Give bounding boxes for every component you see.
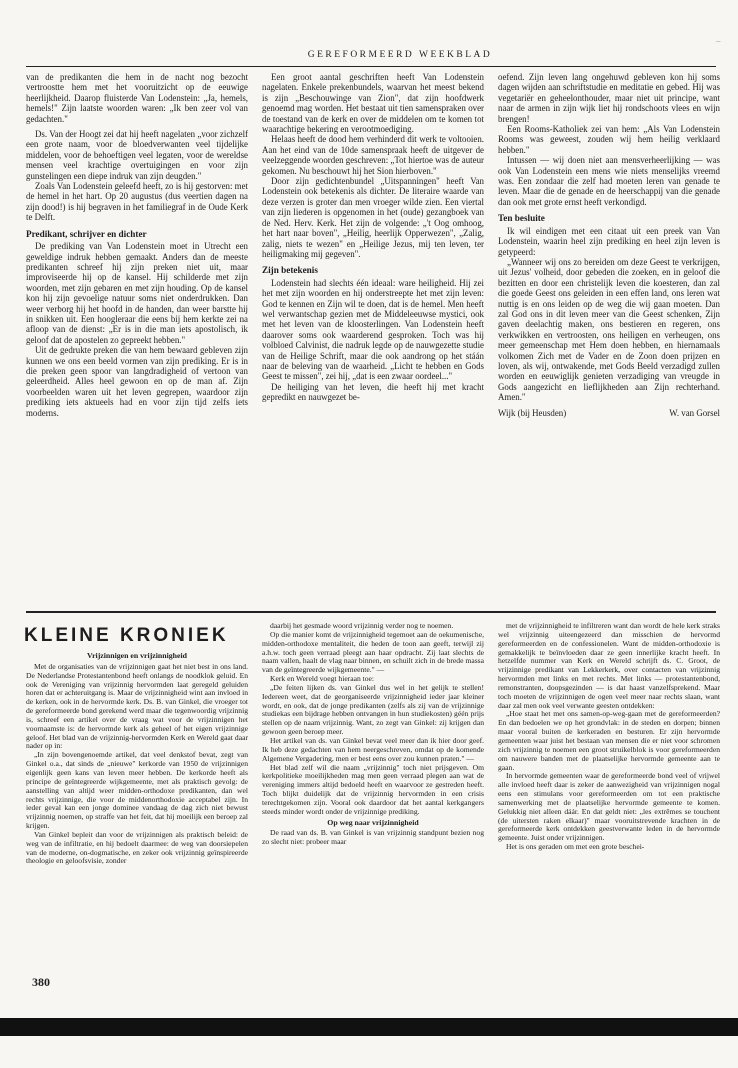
paragraph: oefend. Zijn leven lang ongehuwd gebleven kon hij soms dagen wijden aan schriftstudie en meditatie en gebed. Hij was vegetariër en geheelonthouder, maar niet uit principe, want naar de armen in zijn wijk liet hij rondschoots vlees en wijn brengen! bbox=[498, 72, 720, 124]
paragraph: „De feiten lijken ds. van Ginkel dus wel in het gelijk te stellen! Iedereen weet, dat de georganiseerde vrijzinnigheid ieder jaar kleiner wordt, en ook, dat de jonge predikanten (zelfs als zij van de vrijzinnige studiekas een bijdrage hebben ontvangen in hun studiekosten) géén prijs stellen op de naam vrijzinnig. Want, zo zegt van Ginkel: zij krijgen dan gewoon geen beroep meer. bbox=[262, 682, 484, 737]
paragraph: Van Ginkel bepleit dan voor de vrijzinnigen als praktisch beleid: de weg van de infiltratie, en hij bedoelt daarmee: de weg van doorsiepelen van de moderne, on-dogmatische, en zeker ook vrijzinnig geïnspireerde theologie en geloofsvisie, zonder bbox=[26, 829, 248, 866]
article-column-2 bbox=[262, 72, 484, 604]
article-column-1 bbox=[26, 72, 248, 604]
paragraph: „Hoe staat het met ons samen-op-weg-gaan met de gereformeerden? En dan bedoelen we op het grondvlak: in de steden en dorpen; binnen maar vooral buiten de kerkeraden en besturen. Er zijn hervormde gemeenten waar juist het bestaan van mensen die er niet voor schromen zich vrijzinnig te noemen een groot struikelblok is voor gereformeerden om nauwere banden met de plaatselijke hervormde gemeente aan te gaan. bbox=[498, 709, 720, 772]
paragraph: Een groot aantal geschriften heeft Van Lodenstein nagelaten. Enkele prekenbundels, waarvan het meest bekend is zijn „Beschouwinge van Zion", dat zijn hoofdwerk genoemd mag worden. Het bestaat uit tien samenspraken over de toestand van de kerk en over de middelen om te komen tot waarachtige bekering en verootmoediging. bbox=[262, 72, 484, 135]
scan-bottom-bar bbox=[0, 1018, 738, 1036]
paragraph: Lodenstein had slechts één ideaal: ware heiligheid. Hij zei het met zijn woorden en hij onderstreepte het met zijn leven: God te kennen en Zijn wil te doen, dat is de hemel. Men heeft wel verwantschap gezien met de Middeleeuwse mystici, ook met het leven van de kloosterlingen. Van Lodenstein heeft daarover soms ook waarderend gesproken. Toch was hij volbloed Calvinist, die nadruk legde op de nauwgezette studie van de Heilige Schrift, maar die ook aandrong op het stáán naar de beleving van de waarheid. „Licht te hebben en Gods Geest te missen", zei hij, „dat is een zwaar oordeel..." bbox=[262, 277, 484, 382]
section-heading: Vrijzinnigen en vrijzinnigheid bbox=[87, 651, 187, 660]
section-divider bbox=[26, 611, 716, 613]
page-number: 380 bbox=[32, 975, 50, 989]
paragraph: De prediking van Van Lodenstein moet in Utrecht een geweldige indruk hebben gemaakt. Anders dan de meeste predikanten schreef hij zijn preken niet uit, maar improviseerde hij op de kansel. Hij schilderde met zijn woorden, met zijn gebaren en met zijn houding. Op de kansel kon hij zijn gevoelige natuur soms niet onderdrukken. Dan weer verborg hij het hoofd in de handen, dan weer barstte hij in snikken uit. Een hoogleraar die eens bij hem kerkte zei na afloop van de dienst: „Er is in die man iets apostolisch, ik geloof dat de apostelen zo gepreekt hebben." bbox=[26, 241, 248, 345]
article-column-3 bbox=[498, 72, 720, 604]
paragraph: De raad van ds. B. van Ginkel is van vrijzinnig standpunt bezien nog zo slecht niet: probeer maar bbox=[262, 828, 484, 847]
signature-author: W. van Gorsel bbox=[669, 407, 720, 418]
paragraph: van de predikanten die hem in de nacht nog bezocht vertroostte hem met het vooruitzicht op de eeuwige heerlijkheid. Daarop fluisterde Van Lodenstein: „Ja, hemels, hemels!" Zijn laatste woorden waren: „Ik ben zeer vol van gedachten." bbox=[26, 72, 248, 124]
paragraph: Zoals Van Lodenstein geleefd heeft, zo is hij gestorven: met de hemel in het hart. Op 20 augustus (dus veertien dagen na zijn dood!) is hij begraven in het familiegraf in de Oude Kerk te Delft. bbox=[26, 181, 248, 223]
paragraph: met de vrijzinnigheid te infiltreren want dan wordt de hele kerk straks wel vrijzinnig uiteengezeerd dan misschien de hervormd gereformeerden en de confessionelen. Want de midden-orthodoxie is gemakkelijk te beïnvloeden daar ze geen innerlijke kracht heeft. In hetzelfde nummer van Kerk en Wereld schrijft ds. C. Groot, de vrijzinnige predikant van Lekkerkerk, over contacten van vrijzinnig hervormden met links en met rechts. Met links — protestantenbond, remonstranten, doopsgezinden — is dat haast vanzelfsprekend. Maar toch moeten de vrijzinnigen de ogen veel meer naar rechts slaan, want daar zal men ook veel verwante geesten ontdekken: bbox=[498, 622, 720, 710]
kroniek-column-3 bbox=[498, 622, 720, 970]
section-heading: Op weg naar vrijzinnigheid bbox=[327, 817, 419, 827]
signature-place: Wijk (bij Heusden) bbox=[498, 407, 567, 418]
paragraph: Een Rooms-Katholiek zei van hem: „Als Van Lodenstein Rooms was geweest, zouden wij hem heilig verklaard hebben." bbox=[498, 124, 720, 155]
paragraph: daarbij het gesmade woord vrijzinnig verder nog te noemen. bbox=[270, 622, 454, 630]
paragraph: Intussen — wij doen niet aan mensverheerlijking — was ook Van Lodenstein een mens wie niets menselijks vreemd was. Een zondaar die zelf had moeten leren van genade te leven. Maar die de genade en de heerschappij van die genade dan ook met grote ernst heeft verkondigd. bbox=[498, 155, 720, 207]
paragraph: Het artikel van ds. van Ginkel bevat veel meer dan ik hier door geef. Ik heb deze gedachten van hem neergeschreven, omdat op de komende Algemene Vergadering, men er best eens over zou kunnen praten." — bbox=[262, 735, 484, 763]
paragraph: „In zijn bovengenoemde artikel, dat veel denkstof bevat, zegt van Ginkel o.a., dat sinds de „nieuwe" kerkorde van 1950 de vrijzinnigen eigenlijk geen kans van leven meer hebben. De kerkorde heeft als principe de geïntegreerde wijkgemeente, met als praktisch gevolg: de aanstelling van altijd weer midden-orthodoxe predikanten, dan wel rechts vrijzinnige, die voor de middenorthodoxie acceptabel zijn. In ieder geval kan een jonge dominee vandaag de dag zich niet bewust vrijzinnig noemen, op straffe van het feit, dat hij moeilijk een beroep zal krijgen. bbox=[26, 750, 248, 831]
kroniek-column-1 bbox=[26, 650, 248, 970]
section-heading: Predikant, schrijver en dichter bbox=[26, 228, 147, 239]
paragraph: Het is ons geraden om met een grote beschei- bbox=[506, 842, 645, 852]
paragraph: „Wanneer wij ons zo bereiden om deze Geest te verkrijgen, uit Jezus' volheid, door gebeden die zoeken, en in geloof die bezitten en door een christelijk leven die koesteren, dan zal die goede Geest ons geleiden in een effen land, ons leren wat nuttig is en ons leiden op de weg die wij gaan moeten. Dan zal God ons in dit leven meer van die Geest schenken, Zijn gaven deelachtig maken, ons bestieren en regeren, ons verkwikken en vertroosten, ons heiligen en verheugen, ons meer gemeenschap met Hem doen hebben, en hiernamaals volkomen Zich met de Vader en de Zoon doen prijzen en loven, als wij, ontwakende, met Gods Beeld verzadigd zullen worden en eeuwiglijk genieten verzadiging van vreugde in Gods aangezicht en lieflijkheden aan Zijn rechterhand. Amen." bbox=[498, 256, 720, 403]
running-header: GEREFORMEERD WEEKBLAD bbox=[307, 50, 493, 60]
paragraph: Uit de gedrukte preken die van hem bewaard gebleven zijn kunnen we ons een beeld vormen van zijn prediking. Er is in die preken geen spoor van langdradigheid of vertoon van geleerdheid. Alles heel gewoon en op de man af. Zijn voorbeelden waren uit het leven gegrepen, waardoor zijn prediking iets aktueels had en voor zijn tijd zelfs iets moderns. bbox=[26, 345, 248, 418]
scan-mark: – bbox=[716, 36, 721, 46]
section-heading: Zijn betekenis bbox=[262, 265, 318, 276]
section-heading: Ten besluite bbox=[498, 213, 545, 224]
kroniek-column-2 bbox=[262, 622, 484, 970]
paragraph: De heiliging van het leven, die heeft hij met kracht gepredikt en nauwgezet be- bbox=[262, 381, 484, 403]
paragraph: Het blad zelf wil die naam „vrijzinnig" toch niet prijsgeven. Om kerkpolitieke moeilijkheden mag men geen verraad plegen aan wat de vereniging immers altijd bedoeld heeft en waarvoor ze gestreden heeft. Toch blijkt duidelijk dat de vrijzinnig hervormden in een crisis terechtgekomen zijn. Vooral ook daardoor dat het aantal kerkgangers steeds minder wordt onder de vrijzinnige prediking. bbox=[262, 762, 484, 816]
paragraph: Ik wil eindigen met een citaat uit een preek van Van Lodenstein, waarin heel zijn prediking en heel zijn leven is getypeerd: bbox=[498, 225, 720, 257]
paragraph: Op die manier komt de vrijzinnigheid tegemoet aan de oekumenische, midden-orthodoxe mentaliteit, die heden de toon aan geeft, terwijl zij a.h.w. toch geen verraad pleegt aan haar opdracht. Zij laat slechts de naam vallen, haalt de vlag naar binnen, en schuilt zich in de brede massa van de geïntegreerde wijkgemeente." — bbox=[262, 629, 484, 675]
paragraph: Ds. Van der Hoogt zei dat hij heeft nagelaten „voor zichzelf een grote naam, voor de bloedverwanten veel tijdelijke middelen, voor de behoeftigen veel legaten, voor de wereldse mensen veel krachtige overtuigingen en voor zijn gunstelingen een diepe indruk van zijn deugden." bbox=[26, 129, 248, 181]
header-rule bbox=[26, 66, 716, 67]
paragraph: In hervormde gemeenten waar de gereformeerde bond veel of vrijwel alle invloed heeft daar is zeker de aanwezigheid van vrijzinnigen nogal eens een stimulans voor gereformeerden om tot een praktische samenwerking met de plaatselijke hervormde gemeente te komen. Gelukkig niet alleen dáár. En dat geldt niet: „les extrêmes se touchent (de uitersten raken elkaar)" maar vooruitstrevende krachten in de gereformeerde kerk ontdekken geestverwante leden in de hervormde gemeente. Juist onder vrijzinnigen. bbox=[498, 771, 720, 843]
kroniek-banner: KLEINE KRONIEK bbox=[24, 625, 229, 646]
paragraph: Door zijn gedichtenbundel „Uitspanningen" heeft Van Lodenstein ook betekenis als dichter. De literaire waarde van deze verzen is groter dan men vroeger wilde zien. Een viertal van zijn liederen is opgenomen in het (oude) gezangboek van de Ned. Herv. Kerk. Het zijn de volgende: „'t Oog omhoog, het hart naar boven", „Heilig, heerlijk Opperwezen", „Zalig, zalig, niets te wezen" en „Heilige Jezus, mij ten leven, ter heiligmaking mij gegeven". bbox=[262, 176, 484, 259]
signature-line bbox=[498, 408, 720, 418]
paragraph: Helaas heeft de dood hem verhinderd dit werk te voltooien. Aan het eind van de 10de samenspraak heeft de uitgever de veelzeggende woorden geschreven: „Tot hiertoe was de auteur gekomen. Nu beschouwt hij het Sion hierboven." bbox=[262, 134, 484, 176]
paragraph: Met de organisaties van de vrijzinnigen gaat het niet best in ons land. De Nederlandse Protestantenbond heeft onlangs de noodklok geluid. En ook de Vereniging van vrijzinnig hervormden laat geregeld geluiden horen dat er achteruitgang is. Maar de vrijzinnigheid wint aan invloed in de kerken, ook in de hervormde kerk. Ds. B. van Ginkel, die vroeger tot de gereformeerde bond gerekend werd maar die tegenwoordig vrijzinnig is, schreef een artikel over de vraag wat voor de vrijzinnigen het voornaamste is: de hervormde kerk als geheel of het eigen vrijzinnige geloof. Het blad van de vrijzinnig-hervormden Kerk en Wereld gaat daar nader op in: bbox=[26, 661, 248, 751]
paragraph: Kerk en Wereld voegt hieraan toe: bbox=[270, 674, 375, 684]
